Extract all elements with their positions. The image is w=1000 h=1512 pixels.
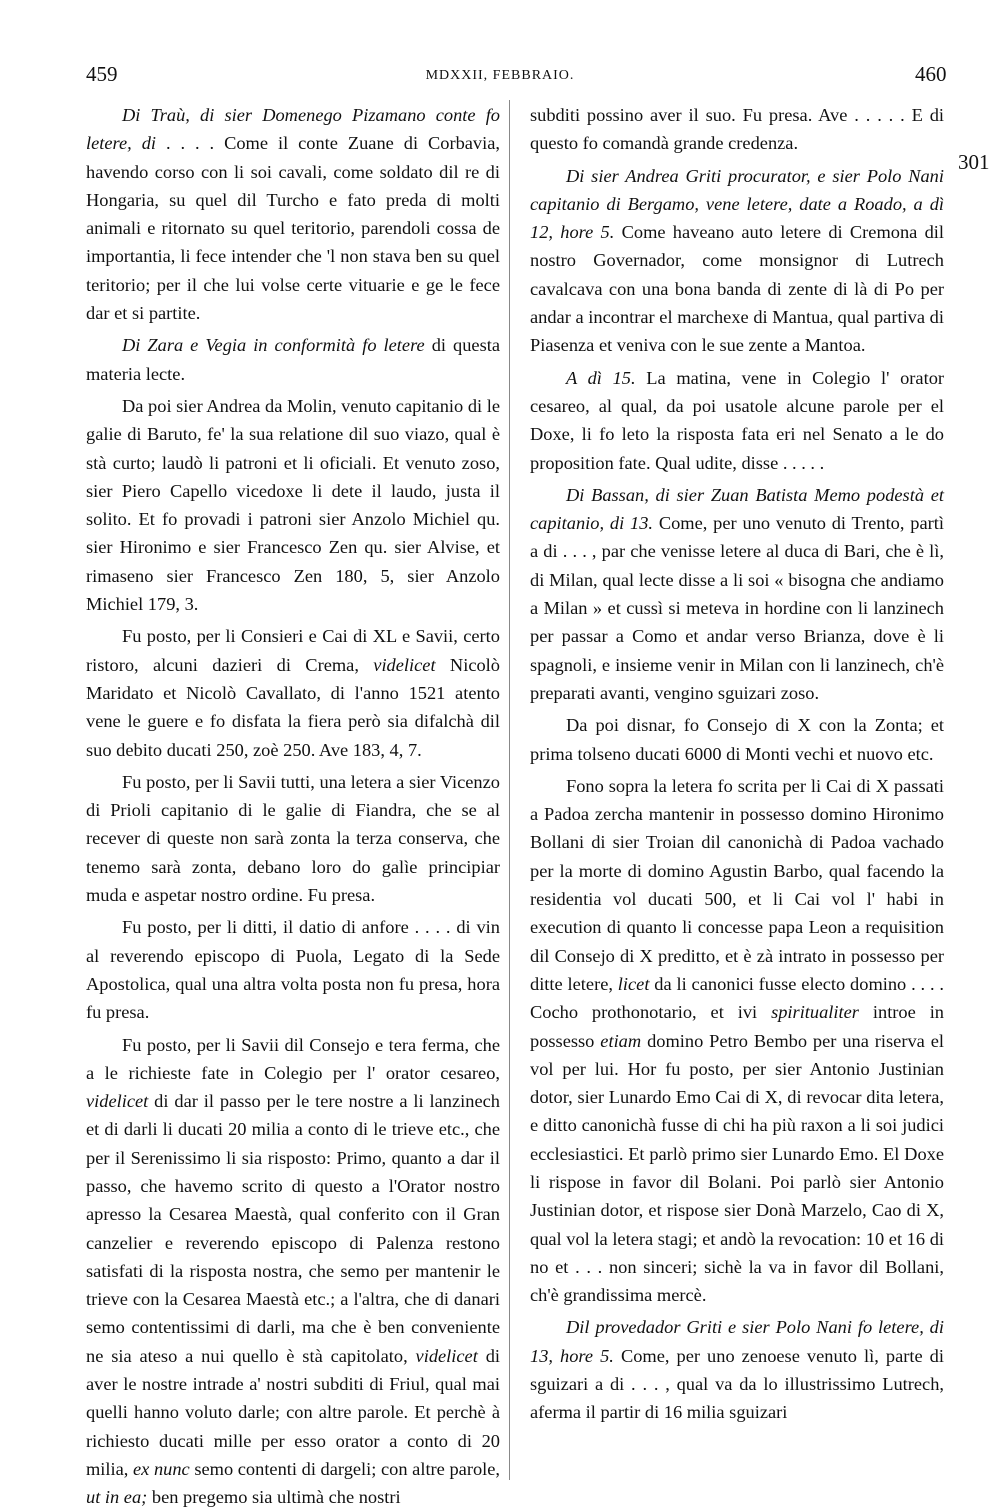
left-column [86, 101, 500, 1512]
text-run: di aver le nostre intrade a' nostri subditi di Friul, qual mai quelli hanno voluto darle; con altre parole. Et perchè à richiesto ducati mille per esso orator a conto di 20 milia, [86, 1345, 500, 1479]
text-run: Fu posto, per li ditti, il datio di anfore . . . . di vin al reverendo episcopo di Puola, Legato di la Sede Apostolica, qual una altra volta posta non fu presa, hora fu presa. [86, 917, 500, 1023]
italic-run: Dil provedador Griti e sier Polo Nani fo letere, di 13, hore 5. [530, 1317, 944, 1366]
margin-note: 301 [958, 150, 990, 174]
italic-run: videlicet [373, 654, 436, 675]
text-run: subditi possino aver il suo. Fu presa. Ave . . . . . E di questo fo comandà grande credenza. [530, 105, 944, 154]
italic-run: videlicet [415, 1345, 478, 1366]
paragraph [530, 481, 944, 707]
text-run: Nicolò Maridato et Nicolò Cavallato, di l'anno 1521 atento vene le guere e fo disfata la fiera però sia difalchà dil suo debito ducati 250, zoè 250. Ave 183, 4, 7. [86, 654, 500, 760]
paragraph [530, 101, 944, 158]
text-run: Come haveano auto letere di Cremona dil nostro Governador, come monsignor di Lutrech cavalcava con una bona banda di zente di là di Po per andar a incontrar el marchexe di Mantua, qual partiva di Piasenza et veniva con le sue zente a Mantoa. [530, 222, 944, 356]
paragraph [530, 162, 944, 360]
paragraph [86, 392, 500, 618]
text-run: Come, per uno zenoese venuto lì, parte di sguizari a di . . . , qual va da lo illustrissimo Lutrech, aferma il partir di 16 milia sguizari [530, 1345, 944, 1423]
italic-run: ex nunc [133, 1458, 190, 1479]
paragraph [86, 331, 500, 388]
italic-run: spiritualiter [771, 1002, 859, 1023]
text-run: ben pregemo sia ultimà che nostri [147, 1487, 401, 1508]
paragraph [86, 101, 500, 327]
paragraph [530, 711, 944, 768]
column-divider [509, 100, 510, 1480]
running-title: MDXXII, FEBBRAIO. [425, 68, 575, 83]
page-number-right: 460 [915, 62, 947, 86]
paragraph [530, 1313, 944, 1426]
text-run: . . . . Come il conte Zuane di Corbavia, havendo corso con li soi cavali, come soldato dil re di Hongaria, su quel dil Turcho e fato preda di molti animali e ritornato su quel teritorio, parendoli cossa de importantia, li fece intender che 'l non stava ben su quel teritorio; per il che lui volse certe vituarie e ge le fece dar et si partite. [86, 133, 501, 324]
paragraph [86, 768, 500, 909]
paragraph [86, 913, 500, 1026]
italic-run: Di Zara e Vegia in conformità fo letere [122, 335, 425, 356]
text-run: introe in possesso [530, 1002, 945, 1051]
text-run: Fu posto, per li Savii tutti, una letera a sier Vicenzo di Prioli capitanio di le galie di Fiandra, che se al recever di queste non sarà zonta la terza conserva, che tenemo sarà zonta, debano loro do galìe principiar muda e aspetar nostro ordine. Fu presa. [86, 771, 500, 906]
text-run: di dar il passo per le tere nostre a li lanzinech et di darli li ducati 20 milia a conto di le trieve etc., che per il Serenissimo li sia risposto: Primo, quanto a dar il passo, che havemo scrito di questo a l'Orator nostro apresso la Cesarea Maestà, qual conferito con il Gran canzelier e reverendo episcopo di Palenza restono satisfati di la risposta nostra, che semo per mantenir le trieve con la Cesarea Maestà etc.; a l'altra, che di danari semo contentissimi di darli, ma che è ben conveniente ne sia ateso a nui quello è stà capitolato, [86, 1091, 500, 1366]
italic-run: Di Traù, di sier Domenego Pizamano conte fo letere, di [86, 105, 500, 154]
italic-run: ut in ea; [86, 1487, 148, 1508]
text-run: Come, per uno venuto di Trento, partì a di . . . , par che venisse letere al duca di Bari, che è lì, di Milan, qual lecte disse a li soi « bisogna che andiamo a Milan » et cussì si meteva in hordine con li lanzinech per passar a Como et andar verso Brianza, dove è li spagnoli, e insieme venir in Milan con li lanzinech, ch'è preparati avanti, vengino sguizari zoso. [530, 513, 944, 703]
right-column [530, 101, 944, 1427]
text-run: Da poi sier Andrea da Molin, venuto capitanio di le galie di Baruto, fe' la sua relatione dil suo viazo, qual è stà curto; laudò li patroni et li oficiali. Et venuto zoso, sier Piero Capello vicedoxe li dete il laudo, justa il solito. Et fo provadi i patroni sier Anzolo Michiel qu. sier Hironimo e sier Francesco Zen qu. sier Alvise, et rimaseno sier Francesco Zen 180, 5, sier Anzolo Michiel 179, 3. [86, 395, 500, 615]
page-number-left: 459 [86, 62, 118, 86]
text-run: di questa materia lecte. [86, 335, 500, 384]
text-run: Fu posto, per li Consieri e Cai di XL e Savii, certo ristoro, alcuni dazieri di Crema, [86, 626, 500, 675]
paragraph [530, 772, 944, 1310]
text-run: La matina, vene in Colegio l' orator cesareo, al qual, da poi usatole alcune parole per el Doxe, li fo leto la risposta fata eri nel Senato a le do proposition fate. Qual udite, disse . . . . . [530, 367, 945, 473]
paragraph [86, 1031, 500, 1512]
text-run: semo contenti di dargeli; con altre parole, [189, 1458, 501, 1479]
text-run: da li canonici fusse electo domino . . . . Cocho prothonotario, et ivi [530, 973, 944, 1023]
italic-run: etiam [600, 1030, 642, 1051]
italic-run: Di Bassan, di sier Zuan Batista Memo podestà et capitanio, di 13. [530, 484, 944, 534]
text-run: domino Petro Bembo per una riserva el vol per lui. Hor fu posto, per sier Antonio Justinian dotor, sier Lunardo Emo Cai di X, di revocar dita letera, e ditto canonichà fusse di chi ha più raxon a li soi judici ecclesiastici. Et parlò primo sier Lunardo Emo. El Doxe li rispose in favor dil Bolani. Poi parlò sier Antonio Justinian dotor, et rispose sier Donà Marzelo, Cao di X, qual vol la letera stagi; et andò la revocation: 10 et 16 di no et . . . non sinceri; sichè la va in favor dil Bollani, ch'è grandissima mercè. [530, 1030, 944, 1306]
text-run: Fu posto, per li Savii dil Consejo e tera ferma, che a le richieste fate in Colegio per l' orator cesareo, [86, 1034, 500, 1083]
text-run: Fono sopra la letera fo scrita per li Cai di X passati a Padoa zercha mantenir in possesso domino Hironimo Bollani di sier Troian dil canonichà di Padoa vachado per la morte di domino Agustin Barbo, qual facendo la residentia vol ducati 500, et li Cai vol l' habi in execution di quanto li concesse papa Leon a requisition dil Consejo di X preditto, et è zà intrato in possesso per ditte letere, [530, 775, 944, 994]
italic-run: Di sier Andrea Griti procurator, e sier Polo Nani capitanio di Bergamo, vene letere, date a Roado, a dì 12, hore 5. [530, 165, 944, 243]
italic-run: A dì 15. [566, 367, 636, 388]
paragraph [530, 364, 944, 477]
text-run: Da poi disnar, fo Consejo di X con la Zonta; et prima tolseno ducati 6000 di Monti vechi et nuovo etc. [530, 715, 944, 764]
italic-run: videlicet [86, 1091, 149, 1112]
paragraph [86, 622, 500, 763]
italic-run: licet [617, 973, 650, 994]
